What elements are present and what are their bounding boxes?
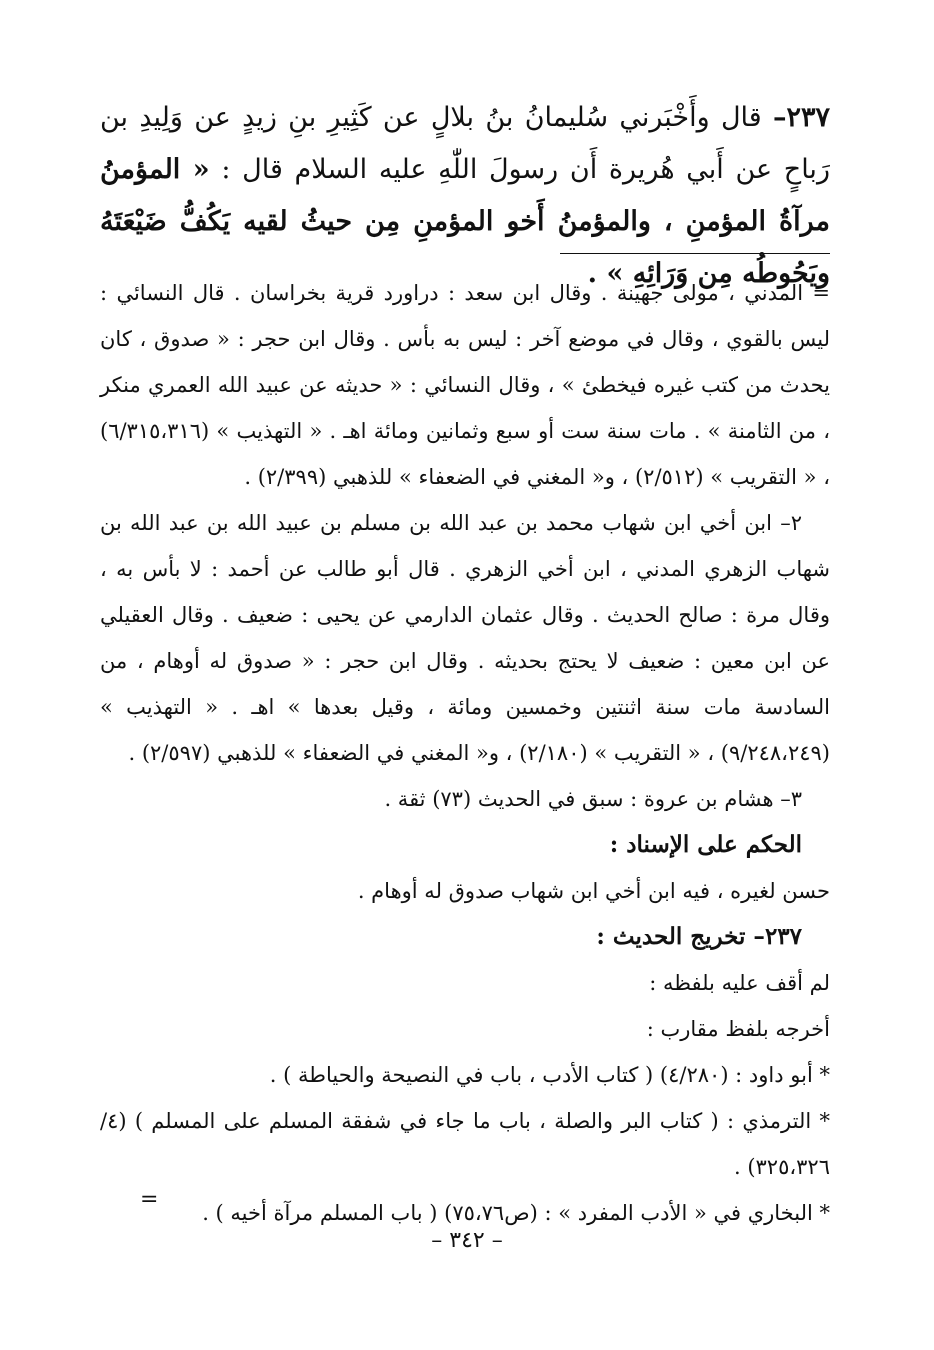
hadith-matn: « المؤمنُ مرآةُ المؤمنِ ، والمؤمنُ أَخو المؤمنِ مِن حيثُ لقيه يَكُفُّ ضَيْعَتَهُ ويَحُوطُه مِن وَرَائِهِ » . [100, 154, 830, 289]
hadith-text [100, 92, 830, 300]
note-narrator-3: ٣– هشام بن عروة : سبق في الحديث (٧٣) ثقة . [384, 787, 802, 811]
footnote-divider [560, 253, 830, 254]
similar-line: أخرجه بلفظ مقارب : [646, 1017, 830, 1041]
hadith-number: ٢٣٧– [772, 102, 830, 133]
source-abu-dawud: * أبو داود : (٤/٢٨٠) ( كتاب الأدب ، باب في النصيحة والحياطة ) . [269, 1063, 830, 1087]
continuation-mark: = [140, 1187, 159, 1212]
footnotes [100, 270, 830, 1236]
note-narrator-2: ٢– ابن أخي ابن شهاب محمد بن عبد الله بن مسلم بن عبيد الله بن عبد الله بن شهاب الزهري المدني ، ابن أخي الزهري . قال أبو طالب عن أحمد : لا بأس به ، وقال مرة : صالح الحديث . وقال عثمان الدارمي عن يحيى : ضعيف . وقال العقيلي عن ابن معين : ضعيف لا يحتج بحديثه . وقال ابن حجر : « صدوق له أوهام ، من السادسة مات سنة اثنتين وخمسين ومائة ، وقيل بعدها » اهـ . « التهذيب » (٩/٢٤٨،٢٤٩) ، « التقريب » (٢/١٨٠) ، و« المغني في الضعفاء » للذهبي (٢/٥٩٧) . [100, 511, 830, 765]
hadith-isnad: قال وأَخْبَرني سُليمانُ بنُ بلالٍ عن كَثِيرِ بنِ زيدٍ عن وَلِيدِ بن رَباحٍ عن أَبي هُريرة أَن رسولَ اللّٰهِ عليه السلام قال : [100, 102, 830, 185]
takhrij-heading: ٢٣٧– تخريج الحديث : [596, 923, 802, 950]
page-number: – ٣٤٢ – [431, 1228, 503, 1253]
not-found-line: لم أقف عليه بلفظه : [649, 971, 830, 995]
ruling-text: حسن لغيره ، فيه ابن أخي ابن شهاب صدوق له أوهام . [357, 879, 830, 903]
note-narrator-1: = المدني ، مولى جهينة . وقال ابن سعد : دراورد قرية بخراسان . قال النسائي : ليس بالقوي ، وقال في موضع آخر : ليس به بأس . وقال ابن حجر : « صدوق ، كان يحدث من كتب غيره فيخطئ » ، وقال النسائي : « حديثه عن عبيد الله العمري منكر ، من الثامنة » . مات سنة ست أو سبع وثمانين ومائة اهـ . « التهذيب » (٦/٣١٥،٣١٦) ، « التقريب » (٢/٥١٢) ، و« المغني في الضعفاء » للذهبي (٢/٣٩٩) . [100, 281, 830, 489]
source-tirmidhi: * الترمذي : ( كتاب البر والصلة ، باب ما جاء في شفقة المسلم على المسلم ) (٤/ ٣٢٥،٣٢٦) . [100, 1109, 830, 1179]
source-bukhari-adab: * البخاري في « الأدب المفرد » : (ص٧٥،٧٦) ( باب المسلم مرآة أخيه ) . [202, 1201, 830, 1225]
ruling-heading: الحكم على الإسناد : [609, 831, 802, 858]
